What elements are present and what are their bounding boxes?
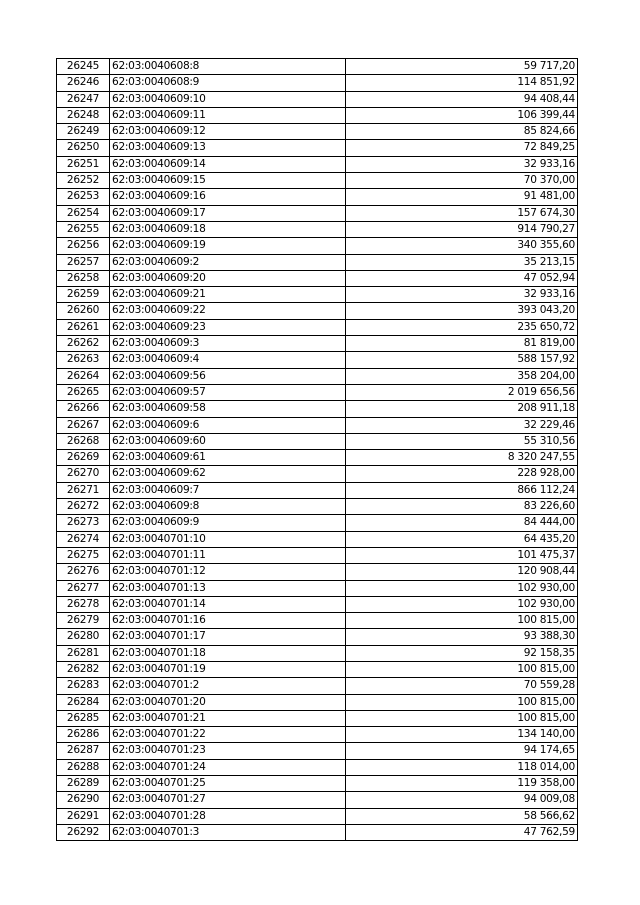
cadastral-number: 62:03:0040609:2: [110, 254, 346, 270]
row-number: 26265: [57, 384, 110, 400]
cadastral-value: 59 717,20: [346, 59, 578, 75]
cadastral-number: 62:03:0040701:18: [110, 645, 346, 661]
cadastral-number: 62:03:0040701:10: [110, 531, 346, 547]
cadastral-number: 62:03:0040701:20: [110, 694, 346, 710]
table-row: [57, 417, 578, 433]
cadastral-value: 100 815,00: [346, 661, 578, 677]
cadastral-value: 72 849,25: [346, 140, 578, 156]
row-number: 26267: [57, 417, 110, 433]
table-row: [57, 401, 578, 417]
cadastral-number: 62:03:0040701:17: [110, 629, 346, 645]
cadastral-number: 62:03:0040609:11: [110, 107, 346, 123]
cadastral-number: 62:03:0040609:21: [110, 287, 346, 303]
cadastral-number: 62:03:0040701:25: [110, 776, 346, 792]
row-number: 26263: [57, 352, 110, 368]
table-row: [57, 221, 578, 237]
table-row: [57, 710, 578, 726]
table-row: [57, 205, 578, 221]
table-row: [57, 482, 578, 498]
row-number: 26287: [57, 743, 110, 759]
cadastral-value: 208 911,18: [346, 401, 578, 417]
cadastral-number: 62:03:0040609:56: [110, 368, 346, 384]
cadastral-number: 62:03:0040609:62: [110, 466, 346, 482]
cadastral-value: 94 009,08: [346, 792, 578, 808]
cadastral-number: 62:03:0040609:10: [110, 91, 346, 107]
cadastral-number: 62:03:0040609:3: [110, 336, 346, 352]
table-row: [57, 59, 578, 75]
cadastral-number: 62:03:0040701:28: [110, 808, 346, 824]
table-row: [57, 287, 578, 303]
row-number: 26277: [57, 580, 110, 596]
cadastral-number: 62:03:0040701:3: [110, 824, 346, 840]
table-row: [57, 694, 578, 710]
row-number: 26272: [57, 499, 110, 515]
cadastral-value: 157 674,30: [346, 205, 578, 221]
cadastral-value: 8 320 247,55: [346, 450, 578, 466]
cadastral-value: 588 157,92: [346, 352, 578, 368]
cadastral-value: 55 310,56: [346, 433, 578, 449]
table-row: [57, 792, 578, 808]
row-number: 26261: [57, 319, 110, 335]
cadastral-number: 62:03:0040609:22: [110, 303, 346, 319]
table-row: [57, 808, 578, 824]
cadastral-number: 62:03:0040608:8: [110, 59, 346, 75]
cadastral-value: 228 928,00: [346, 466, 578, 482]
cadastral-value: 114 851,92: [346, 75, 578, 91]
row-number: 26254: [57, 205, 110, 221]
row-number: 26269: [57, 450, 110, 466]
table-row: [57, 564, 578, 580]
cadastral-number: 62:03:0040609:8: [110, 499, 346, 515]
row-number: 26283: [57, 678, 110, 694]
row-number: 26280: [57, 629, 110, 645]
table-row: [57, 156, 578, 172]
cadastral-number: 62:03:0040609:16: [110, 189, 346, 205]
cadastral-value: 120 908,44: [346, 564, 578, 580]
cadastral-value: 93 388,30: [346, 629, 578, 645]
cadastral-value: 102 930,00: [346, 580, 578, 596]
table-row: [57, 661, 578, 677]
cadastral-number: 62:03:0040609:23: [110, 319, 346, 335]
cadastral-number: 62:03:0040701:14: [110, 596, 346, 612]
row-number: 26257: [57, 254, 110, 270]
row-number: 26266: [57, 401, 110, 417]
cadastral-value: 358 204,00: [346, 368, 578, 384]
row-number: 26250: [57, 140, 110, 156]
table-row: [57, 824, 578, 840]
cadastral-value: 118 014,00: [346, 759, 578, 775]
table-row: [57, 645, 578, 661]
cadastral-value: 866 112,24: [346, 482, 578, 498]
row-number: 26279: [57, 613, 110, 629]
cadastral-value: 32 933,16: [346, 287, 578, 303]
cadastral-value: 100 815,00: [346, 710, 578, 726]
row-number: 26278: [57, 596, 110, 612]
row-number: 26255: [57, 221, 110, 237]
cadastral-value: 914 790,27: [346, 221, 578, 237]
cadastral-value-table: [56, 58, 578, 841]
row-number: 26275: [57, 547, 110, 563]
cadastral-number: 62:03:0040609:58: [110, 401, 346, 417]
cadastral-number: 62:03:0040701:19: [110, 661, 346, 677]
cadastral-number: 62:03:0040609:13: [110, 140, 346, 156]
table-row: [57, 531, 578, 547]
cadastral-value: 94 174,65: [346, 743, 578, 759]
table-row: [57, 91, 578, 107]
cadastral-number: 62:03:0040609:20: [110, 270, 346, 286]
row-number: 26290: [57, 792, 110, 808]
cadastral-value: 70 370,00: [346, 173, 578, 189]
table-row: [57, 466, 578, 482]
row-number: 26289: [57, 776, 110, 792]
table-row: [57, 547, 578, 563]
row-number: 26285: [57, 710, 110, 726]
cadastral-value: 393 043,20: [346, 303, 578, 319]
cadastral-value: 134 140,00: [346, 727, 578, 743]
table-row: [57, 727, 578, 743]
cadastral-value: 81 819,00: [346, 336, 578, 352]
table-row: [57, 678, 578, 694]
cadastral-value: 64 435,20: [346, 531, 578, 547]
cadastral-value: 92 158,35: [346, 645, 578, 661]
cadastral-number: 62:03:0040609:61: [110, 450, 346, 466]
row-number: 26271: [57, 482, 110, 498]
row-number: 26258: [57, 270, 110, 286]
cadastral-number: 62:03:0040608:9: [110, 75, 346, 91]
table-row: [57, 319, 578, 335]
table-row: [57, 743, 578, 759]
cadastral-value: 32 229,46: [346, 417, 578, 433]
table-row: [57, 140, 578, 156]
table-row: [57, 613, 578, 629]
row-number: 26282: [57, 661, 110, 677]
cadastral-number: 62:03:0040609:18: [110, 221, 346, 237]
table-row: [57, 124, 578, 140]
row-number: 26259: [57, 287, 110, 303]
cadastral-number: 62:03:0040701:24: [110, 759, 346, 775]
cadastral-number: 62:03:0040701:13: [110, 580, 346, 596]
cadastral-number: 62:03:0040701:16: [110, 613, 346, 629]
cadastral-value: 101 475,37: [346, 547, 578, 563]
cadastral-value: 106 399,44: [346, 107, 578, 123]
table-row: [57, 450, 578, 466]
row-number: 26281: [57, 645, 110, 661]
table-row: [57, 499, 578, 515]
cadastral-value: 35 213,15: [346, 254, 578, 270]
cadastral-number: 62:03:0040609:9: [110, 515, 346, 531]
table-row: [57, 433, 578, 449]
table-row: [57, 254, 578, 270]
cadastral-number: 62:03:0040609:60: [110, 433, 346, 449]
row-number: 26286: [57, 727, 110, 743]
cadastral-number: 62:03:0040701:12: [110, 564, 346, 580]
cadastral-value: 85 824,66: [346, 124, 578, 140]
table-row: [57, 238, 578, 254]
cadastral-value: 102 930,00: [346, 596, 578, 612]
row-number: 26262: [57, 336, 110, 352]
table-row: [57, 596, 578, 612]
cadastral-number: 62:03:0040609:17: [110, 205, 346, 221]
row-number: 26270: [57, 466, 110, 482]
cadastral-value: 47 762,59: [346, 824, 578, 840]
table-row: [57, 173, 578, 189]
cadastral-number: 62:03:0040609:4: [110, 352, 346, 368]
row-number: 26274: [57, 531, 110, 547]
row-number: 26246: [57, 75, 110, 91]
cadastral-value: 2 019 656,56: [346, 384, 578, 400]
cadastral-value: 100 815,00: [346, 613, 578, 629]
table-row: [57, 107, 578, 123]
table-row: [57, 189, 578, 205]
cadastral-number: 62:03:0040609:12: [110, 124, 346, 140]
cadastral-value: 32 933,16: [346, 156, 578, 172]
table-row: [57, 515, 578, 531]
row-number: 26256: [57, 238, 110, 254]
table-row: [57, 336, 578, 352]
cadastral-value: 100 815,00: [346, 694, 578, 710]
cadastral-number: 62:03:0040701:27: [110, 792, 346, 808]
table-row: [57, 759, 578, 775]
cadastral-value: 91 481,00: [346, 189, 578, 205]
row-number: 26288: [57, 759, 110, 775]
row-number: 26264: [57, 368, 110, 384]
table-body: [57, 59, 578, 841]
row-number: 26284: [57, 694, 110, 710]
table-row: [57, 384, 578, 400]
table-row: [57, 303, 578, 319]
row-number: 26252: [57, 173, 110, 189]
row-number: 26249: [57, 124, 110, 140]
cadastral-number: 62:03:0040701:22: [110, 727, 346, 743]
table-row: [57, 75, 578, 91]
row-number: 26251: [57, 156, 110, 172]
row-number: 26260: [57, 303, 110, 319]
row-number: 26276: [57, 564, 110, 580]
cadastral-value: 58 566,62: [346, 808, 578, 824]
table-row: [57, 776, 578, 792]
row-number: 26248: [57, 107, 110, 123]
cadastral-number: 62:03:0040609:19: [110, 238, 346, 254]
table-row: [57, 270, 578, 286]
row-number: 26273: [57, 515, 110, 531]
cadastral-value: 235 650,72: [346, 319, 578, 335]
cadastral-number: 62:03:0040609:57: [110, 384, 346, 400]
row-number: 26292: [57, 824, 110, 840]
row-number: 26245: [57, 59, 110, 75]
cadastral-number: 62:03:0040609:14: [110, 156, 346, 172]
row-number: 26291: [57, 808, 110, 824]
cadastral-number: 62:03:0040609:7: [110, 482, 346, 498]
cadastral-value: 70 559,28: [346, 678, 578, 694]
cadastral-value: 94 408,44: [346, 91, 578, 107]
row-number: 26253: [57, 189, 110, 205]
row-number: 26268: [57, 433, 110, 449]
cadastral-value: 47 052,94: [346, 270, 578, 286]
table-row: [57, 580, 578, 596]
cadastral-value: 83 226,60: [346, 499, 578, 515]
cadastral-number: 62:03:0040609:15: [110, 173, 346, 189]
cadastral-value: 84 444,00: [346, 515, 578, 531]
table-row: [57, 352, 578, 368]
cadastral-number: 62:03:0040701:2: [110, 678, 346, 694]
table-row: [57, 368, 578, 384]
cadastral-number: 62:03:0040609:6: [110, 417, 346, 433]
cadastral-number: 62:03:0040701:11: [110, 547, 346, 563]
cadastral-value: 340 355,60: [346, 238, 578, 254]
cadastral-number: 62:03:0040701:21: [110, 710, 346, 726]
cadastral-value: 119 358,00: [346, 776, 578, 792]
cadastral-number: 62:03:0040701:23: [110, 743, 346, 759]
row-number: 26247: [57, 91, 110, 107]
table-row: [57, 629, 578, 645]
